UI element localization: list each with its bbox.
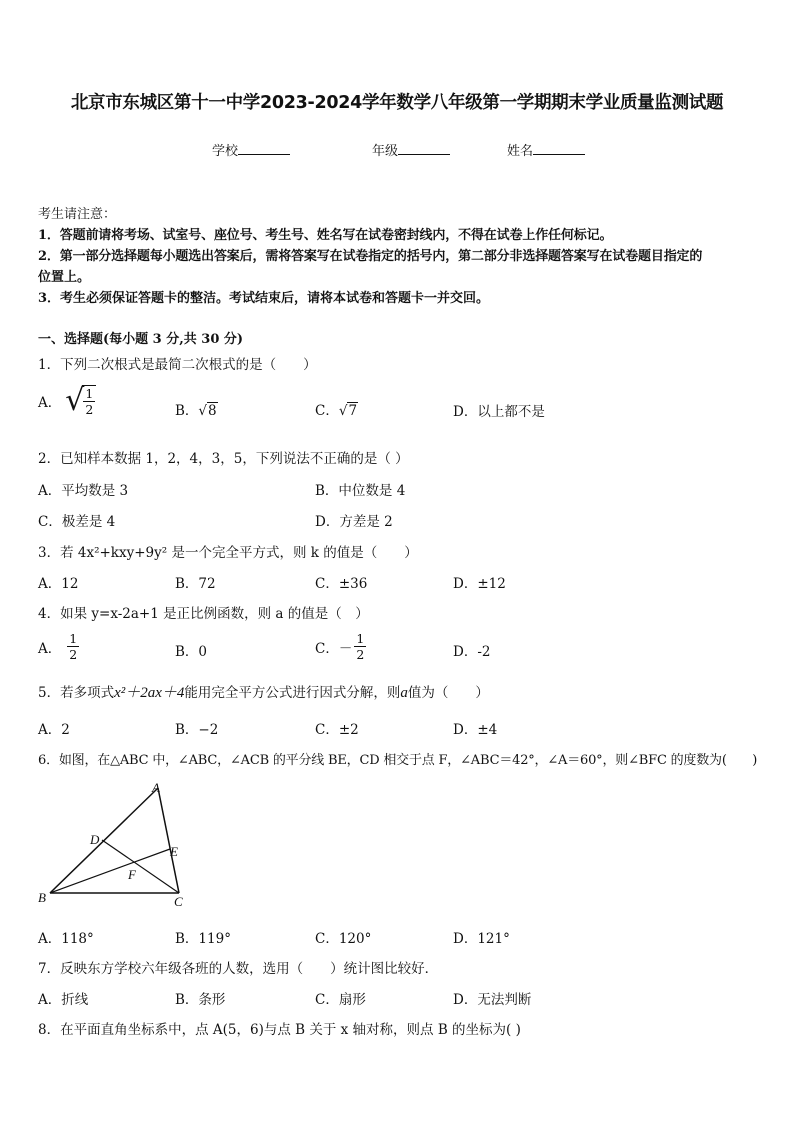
q1-a-den: 2 (85, 402, 94, 417)
q4-c-den: 2 (356, 647, 365, 662)
q1-stem: 1．下列二次根式是最简二次根式的是（ ） (38, 357, 317, 373)
q3-option-d: D．±12 (453, 576, 506, 592)
q5-stem (38, 681, 489, 702)
q8-stem: 8．在平面直角坐标系中，点 A(5，6)与点 B 关于 x 轴对称，则点 B 的坐标为( ) (38, 1022, 521, 1038)
q5-stem-mid: 能用完全平方公式进行因式分解，则 (184, 685, 401, 701)
q5-option-b: B．−2 (175, 722, 219, 738)
sqrt-icon: √ (198, 403, 208, 419)
grade-blank (398, 142, 450, 155)
q5-option-c: C．±2 (315, 722, 359, 738)
point-c-label: C (174, 894, 183, 909)
sqrt-icon: √ (65, 383, 85, 418)
q1-a-fraction (82, 385, 96, 417)
school-label: 学校 (212, 144, 239, 159)
q1-option-a (38, 385, 96, 417)
school-field (212, 140, 290, 159)
q4-c-num: 1 (356, 631, 365, 646)
name-label: 姓名 (507, 144, 534, 159)
q6-option-c: C．120° (315, 931, 372, 947)
point-a-label: A (152, 780, 160, 795)
q3-stem: 3．若 4x²+kxy+9y² 是一个完全平方式，则 k 的值是（ ） (38, 545, 418, 561)
bisector-be (50, 849, 170, 893)
q2-option-a: A．平均数是 3 (38, 483, 129, 499)
page-title: 北京市东城区第十一中学2023-2024学年数学八年级第一学期期末学业质量监测试题 (70, 93, 724, 113)
q3-option-c: C．±36 (315, 576, 368, 592)
notice-item-1: 1．答题前请将考场、试室号、座位号、考生号、姓名写在试卷密封线内，不得在试卷上作任何标记。 (38, 228, 613, 243)
section-heading: 一、选择题(每小题 3 分,共 30 分) (38, 332, 244, 347)
q5-variable: a (400, 685, 408, 701)
q3-option-a: A．12 (38, 576, 79, 592)
q4-option-b: B．0 (175, 644, 208, 660)
side-ab (50, 788, 158, 893)
q1-c-label: C． (315, 403, 339, 419)
school-blank (238, 142, 290, 155)
q1-a-label: A． (38, 395, 62, 411)
q2-option-c: C．极差是 4 (38, 514, 116, 530)
q4-a-label: A． (38, 640, 62, 657)
grade-label: 年级 (372, 144, 399, 159)
q1-a-num: 1 (85, 386, 94, 401)
q6-option-d: D．121° (453, 931, 510, 947)
triangle-figure (30, 776, 200, 912)
sqrt-icon: √ (338, 403, 348, 419)
name-blank (533, 142, 585, 155)
q2-option-d: D．方差是 2 (315, 514, 393, 530)
side-ca (158, 788, 179, 893)
q4-c-fraction (354, 631, 366, 662)
point-b-label: B (38, 890, 46, 905)
q4-option-d: D．-2 (453, 644, 491, 660)
q5-stem-pre: 5．若多项式 (38, 685, 115, 701)
q6-option-a: A．118° (38, 931, 94, 947)
notice-heading: 考生请注意： (38, 207, 117, 222)
q4-option-c (315, 631, 366, 662)
q6-stem: 6．如图，在△ABC 中，∠ABC，∠ACB 的平分线 BE，CD 相交于点 F，∠ABC＝42°，∠A＝60°，则∠BFC 的度数为( ) (38, 753, 758, 768)
q4-c-label: C．－ (315, 640, 353, 657)
q3-option-b: B．72 (175, 576, 216, 592)
q7-option-a: A．折线 (38, 992, 89, 1008)
name-field (507, 140, 585, 159)
q4-option-a (38, 631, 79, 662)
grade-field (372, 140, 450, 159)
q1-option-c (315, 399, 358, 419)
point-f-label: F (128, 867, 136, 882)
q1-c-radicand: 7 (348, 403, 358, 419)
q7-option-b: B．条形 (175, 992, 226, 1008)
q5-stem-post: 值为（ ） (407, 685, 489, 701)
q2-option-b: B．中位数是 4 (315, 483, 406, 499)
q7-option-c: C．扇形 (315, 992, 366, 1008)
q5-option-d: D．±4 (453, 722, 498, 738)
q1-b-label: B． (175, 403, 199, 419)
q1-option-d: D．以上都不是 (453, 404, 545, 420)
q7-option-d: D．无法判断 (453, 992, 532, 1008)
point-d-label: D (90, 832, 100, 847)
q5-expression: x²＋2ax＋4 (114, 685, 185, 701)
q4-a-fraction (67, 631, 79, 662)
q4-stem: 4．如果 y=x-2a+1 是正比例函数，则 a 的值是（ ） (38, 606, 369, 622)
q4-a-num: 1 (69, 631, 78, 646)
q4-a-den: 2 (69, 647, 78, 662)
notice-item-2-cont: 位置上。 (38, 270, 91, 285)
q6-option-b: B．119° (175, 931, 231, 947)
q7-stem: 7．反映东方学校六年级各班的人数，选用（ ）统计图比较好． (38, 961, 439, 977)
notice-item-3: 3．考生必须保证答题卡的整洁。考试结束后，请将本试卷和答题卡一并交回。 (38, 291, 490, 306)
bisector-cd (102, 840, 179, 893)
q2-stem: 2．已知样本数据 1，2，4，3，5，下列说法不正确的是（ ） (38, 451, 409, 467)
q1-option-b (175, 399, 218, 419)
q5-option-a: A．2 (38, 722, 70, 738)
q1-b-radicand: 8 (208, 403, 217, 419)
notice-item-2: 2．第一部分选择题每小题选出答案后，需将答案写在试卷指定的括号内，第二部分非选择题答案写在试卷题目指定的 (38, 249, 703, 264)
point-e-label: E (170, 844, 178, 859)
